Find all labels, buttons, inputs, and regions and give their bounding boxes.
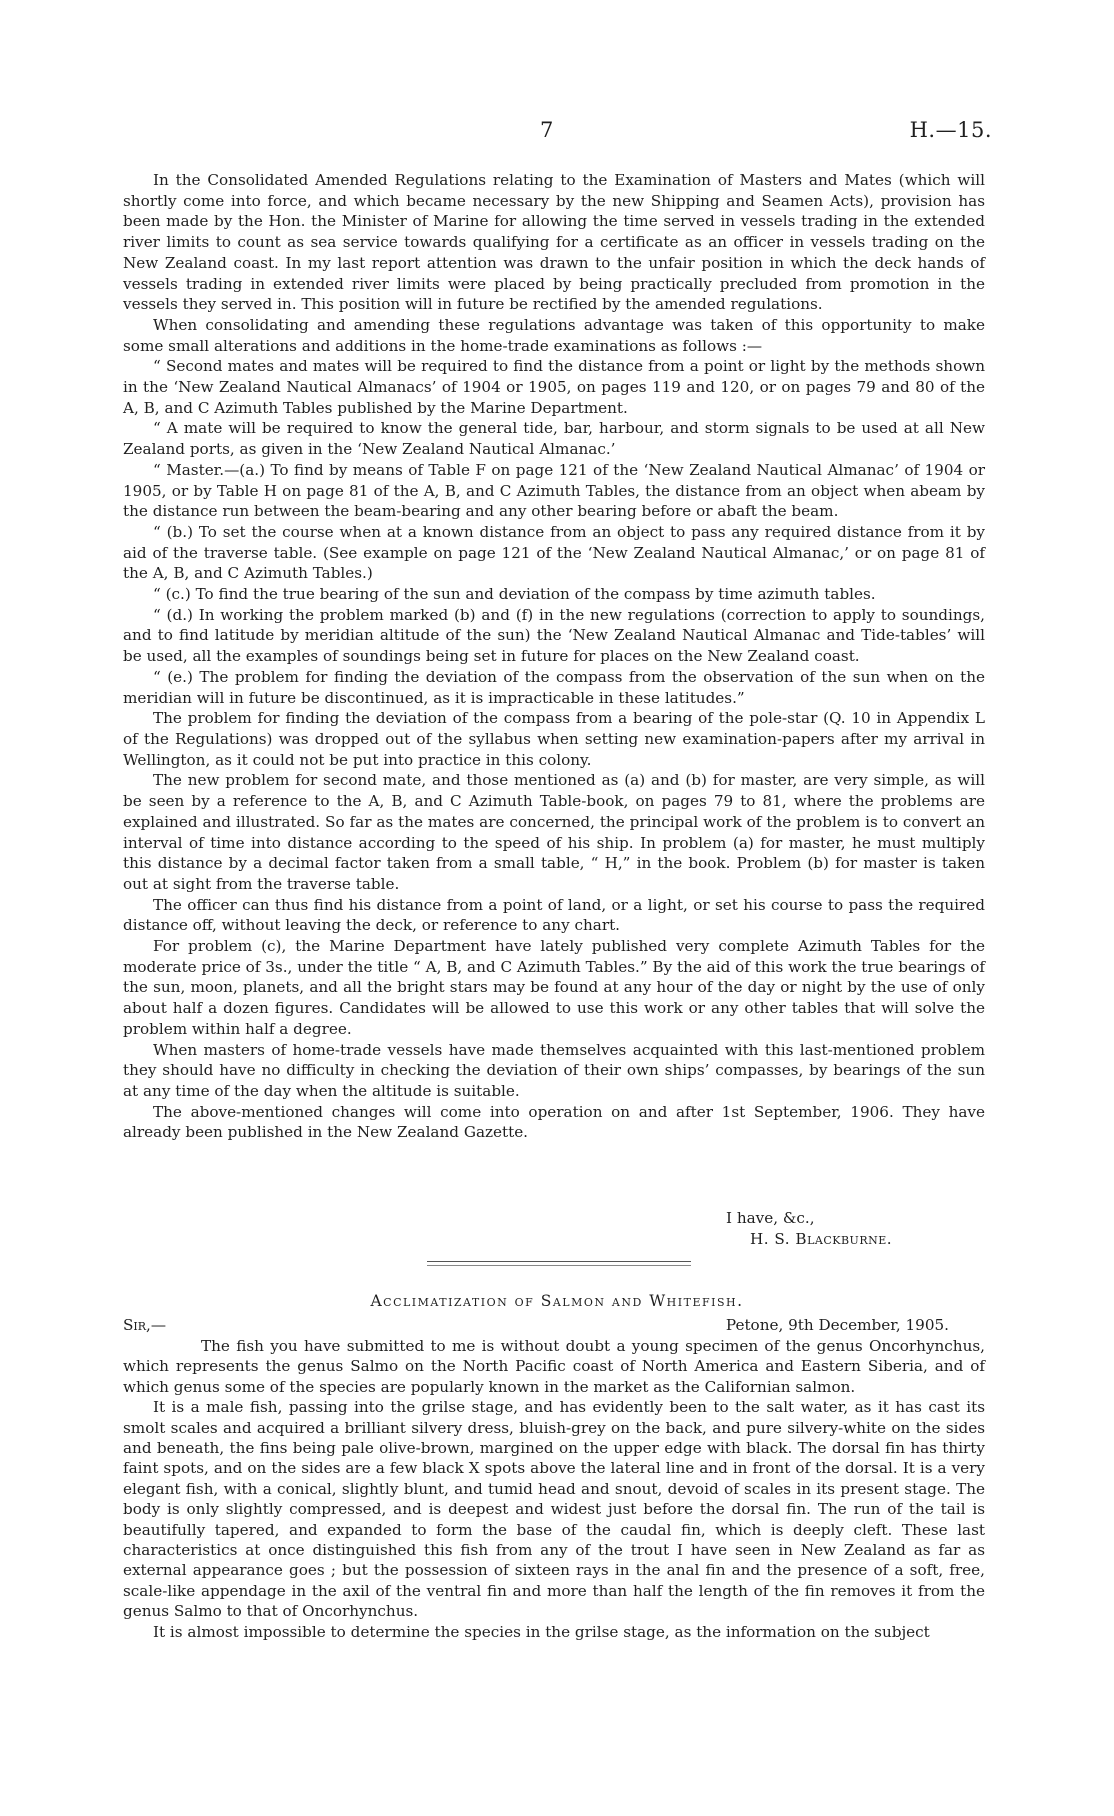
report-paragraph: The problem for finding the deviation of the compass from a bearing of the pole-star (Q. 10 in Appendix L of the Regulations) was dropped out of the syllabus when setting new examination-papers after my arrival in Wellington, as it could not be put into practice in this colony. xyxy=(123,709,985,769)
report-paragraph: The officer can thus find his distance from a point of land, or a light, or set his course to pass the required distance off, without leaving the deck, or reference to any chart. xyxy=(123,895,985,935)
report-paragraph: When consolidating and amending these regulations advantage was taken of this opportunity to make some small alterations and additions in the home-trade examinations as follows :— xyxy=(123,315,985,355)
section-heading: Acclimatization of Salmon and Whitefish. xyxy=(370,1292,744,1310)
page-header xyxy=(0,118,1114,148)
report-paragraph: “ Second mates and mates will be required to find the distance from a point or light by the methods shown in the ‘New Zealand Nautical Almanacs’ of 1904 or 1905, on pages 119 and 120, or on pages 79 and 80 of the A, B, and C Azimuth Tables published by the Marine Department. xyxy=(123,357,985,417)
report-paragraph: The new problem for second mate, and those mentioned as (a) and (b) for master, are very simple, as will be seen by a reference to the A, B, and C Azimuth Table-book, on pages 79 to 81, where the problems are explained and illustrated. So far as the mates are concerned, the principal work of the problem is to convert an interval of time into distance according to the speed of his ship. In problem (a) for master, he must multiply this distance by a decimal factor taken from a small table, “ H,” in the book. Problem (b) for master is taken out at sight from the traverse table. xyxy=(123,771,985,893)
letter-paragraph: It is almost impossible to determine the species in the grilse stage, as the information on the subject xyxy=(153,1622,930,1641)
series-reference: H.—15. xyxy=(909,118,992,142)
report-paragraph: “ (c.) To find the true bearing of the sun and deviation of the compass by time azimuth tables. xyxy=(153,585,876,604)
place-date: Petone, 9th December, 1905. xyxy=(725,1316,949,1334)
section-divider xyxy=(427,1261,691,1262)
report-body xyxy=(123,170,985,1143)
page-number: 7 xyxy=(540,118,554,142)
report-paragraph: “ (b.) To set the course when at a known distance from an object to pass any required distance from it by aid of the traverse table. (See example on page 121 of the ‘New Zealand Nautical Almanac,’ or on page 81 of the A, B, and C Azimuth Tables.) xyxy=(123,522,985,583)
signature: H. S. Blackburne. xyxy=(750,1230,893,1248)
salutation: Sir,— xyxy=(123,1316,167,1334)
report-paragraph: “ Master.—(a.) To find by means of Table F on page 121 of the ‘New Zealand Nautical Almanac’ of 1904 or 1905, or by Table H on page 81 of the A, B, and C Azimuth Tables, the distance from an object when abeam by the distance run between the beam-bearing and any other bearing before or abaft the beam. xyxy=(123,460,985,521)
letter-body xyxy=(123,1336,985,1642)
report-paragraph: The above-mentioned changes will come into operation on and after 1st September, 1906. They have already been published in the New Zealand Gazette. xyxy=(123,1102,985,1142)
letter-paragraph: The fish you have submitted to me is without doubt a young specimen of the genus Oncorhynchus, which represents the genus Salmo on the North Pacific coast of North America and Eastern Siberia, and of which genus some of the species are popularly known in the market as the Californian salmon. xyxy=(123,1337,985,1396)
report-paragraph: “ A mate will be required to know the general tide, bar, harbour, and storm signals to be used at all New Zealand ports, as given in the ‘New Zealand Nautical Almanac.’ xyxy=(123,419,985,459)
report-paragraph: “ (d.) In working the problem marked (b) and (f) in the new regulations (correction to apply to soundings, and to find latitude by meridian altitude of the sun) the ‘New Zealand Nautical Almanac and Tide-tables’ will be used, all the examples of soundings being set in future for places on the New Zealand coast. xyxy=(123,605,985,666)
report-paragraph: When masters of home-trade vessels have made themselves acquainted with this last-mentioned problem they should have no difficulty in checking the deviation of their own ships’ compasses, by bearings of the sun at any time of the day when the altitude is suitable. xyxy=(123,1040,985,1100)
report-paragraph: In the Consolidated Amended Regulations relating to the Examination of Masters and Mates (which will shortly come into force, and which became necessary by the new Shipping and Seamen Acts), provision has been made by the Hon. the Minister of Marine for allowing the time served in vessels trading in the extended river limits to count as sea service towards qualifying for a certificate as an officer in vessels trading on the New Zealand coast. In my last report attention was drawn to the unfair position in which the deck hands of vessels trading in extended river limits were placed by being practically precluded from promotion in the vessels they served in. This position will in future be rectified by the amended regulations. xyxy=(123,171,985,314)
closing-line: I have, &c., xyxy=(726,1209,815,1227)
report-paragraph: “ (e.) The problem for finding the deviation of the compass from the observation of the sun when on the meridian will in future be discontinued, as it is impracticable in these latitudes.” xyxy=(123,667,985,707)
letter-paragraph: It is a male fish, passing into the grilse stage, and has evidently been to the salt water, as it has cast its smolt scales and acquired a brilliant silvery dress, bluish-grey on the back, and pure silvery-white on the sides and beneath, the fins being pale olive-brown, margined on the upper edge with black. The dorsal fin has thirty faint spots, and on the sides are a few black X spots above the lateral line and in front of the dorsal. It is a very elegant fish, with a conical, slightly blunt, and tumid head and snout, devoid of scales in its present stage. The body is only slightly compressed, and is deepest and widest just before the dorsal fin. The run of the tail is beautifully tapered, and expanded to form the base of the caudal fin, which is deeply cleft. These last characteristics at once distinguished this fish from any of the trout I have seen in New Zealand as far as external appearance goes ; but the possession of sixteen rays in the anal fin and the presence of a soft, free, scale-like appendage in the axil of the ventral fin and more than half the length of the fin removes it from the genus Salmo to that of Oncorhynchus. xyxy=(123,1398,985,1621)
report-paragraph: For problem (c), the Marine Department have lately published very complete Azimuth Tables for the moderate price of 3s., under the title “ A, B, and C Azimuth Tables.” By the aid of this work the true bearings of the sun, moon, planets, and all the bright stars may be found at any hour of the day or night by the use of only about half a dozen figures. Candidates will be allowed to use this work or any other tables that will solve the problem within half a degree. xyxy=(123,937,985,1038)
section-divider-secondary xyxy=(427,1265,691,1266)
